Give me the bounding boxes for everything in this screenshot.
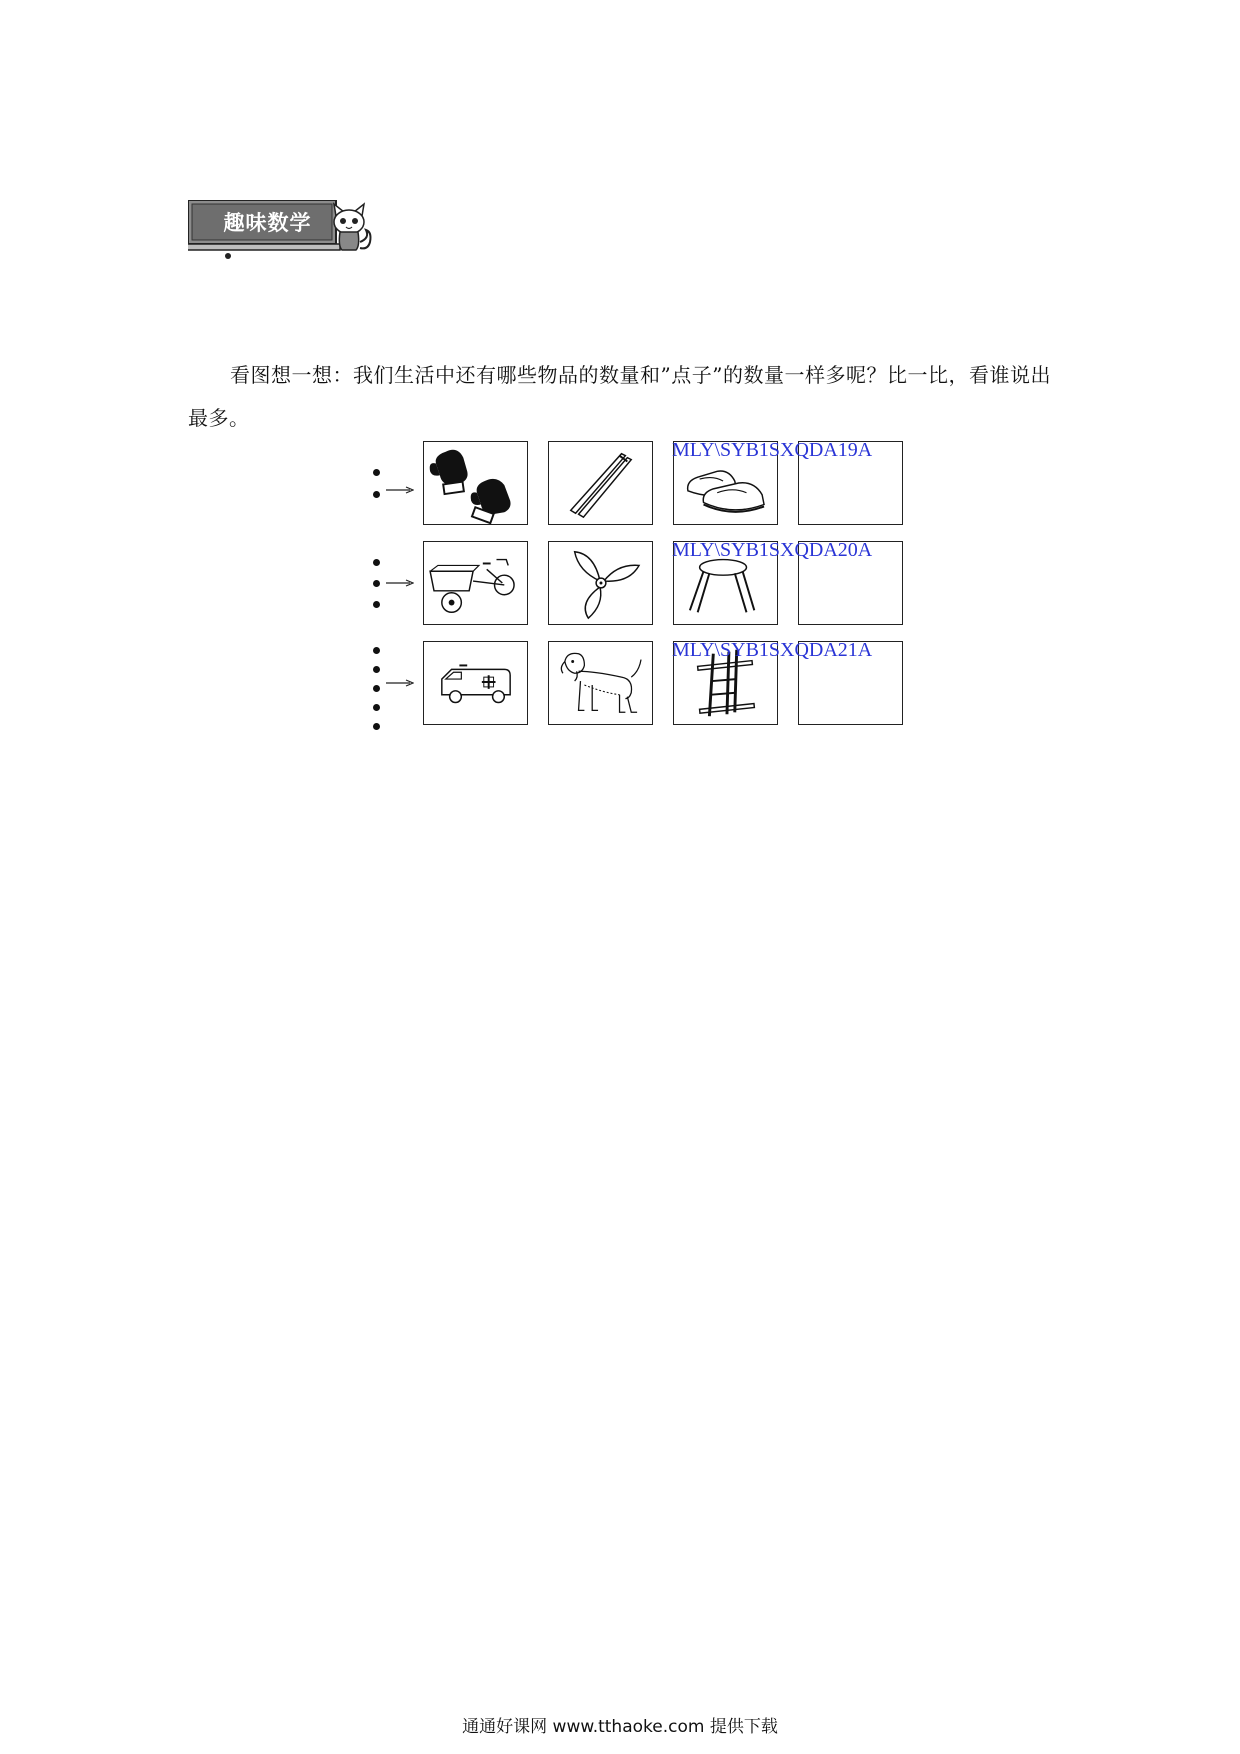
picture-box — [548, 641, 653, 725]
arrow-right-icon — [386, 578, 414, 588]
tricycle-cart-icon — [424, 542, 527, 624]
dot — [373, 685, 380, 692]
section-badge — [188, 200, 368, 262]
fan-blade-icon — [549, 542, 652, 624]
dot — [373, 469, 380, 476]
section-title: 趣味数学 — [223, 211, 312, 235]
dot — [373, 601, 380, 608]
instruction-text: 看图想一想：我们生活中还有哪些物品的数量和”点子”的数量一样多呢？比一比，看谁说出最多。 — [188, 363, 1051, 430]
footer-text: 通通好课网 www.tthaoke.com 提供下载 — [462, 1717, 778, 1737]
dot — [373, 559, 380, 566]
picture-box — [548, 541, 653, 625]
dot — [373, 723, 380, 730]
dot — [373, 666, 380, 673]
ambulance-icon — [424, 642, 527, 724]
arrow-right-icon — [386, 678, 414, 688]
dot — [373, 491, 380, 498]
arrow-right-icon — [386, 485, 414, 495]
dot — [373, 647, 380, 654]
picture-box — [423, 641, 528, 725]
image-reference-code: MLY\SYB1SXQDA20A — [672, 539, 873, 561]
dot-group — [370, 541, 384, 627]
dot — [373, 704, 380, 711]
image-reference-code: MLY\SYB1SXQDA19A — [672, 439, 873, 461]
picture-box — [423, 541, 528, 625]
dog-icon — [549, 642, 652, 724]
dot-group — [370, 641, 384, 727]
dot — [373, 580, 380, 587]
picture-box — [548, 441, 653, 525]
dot-group — [370, 441, 384, 527]
picture-box — [423, 441, 528, 525]
image-reference-code: MLY\SYB1SXQDA21A — [672, 639, 873, 661]
cat-mascot-icon — [326, 202, 374, 254]
chopsticks-icon — [549, 442, 652, 524]
mittens-icon — [424, 442, 527, 524]
